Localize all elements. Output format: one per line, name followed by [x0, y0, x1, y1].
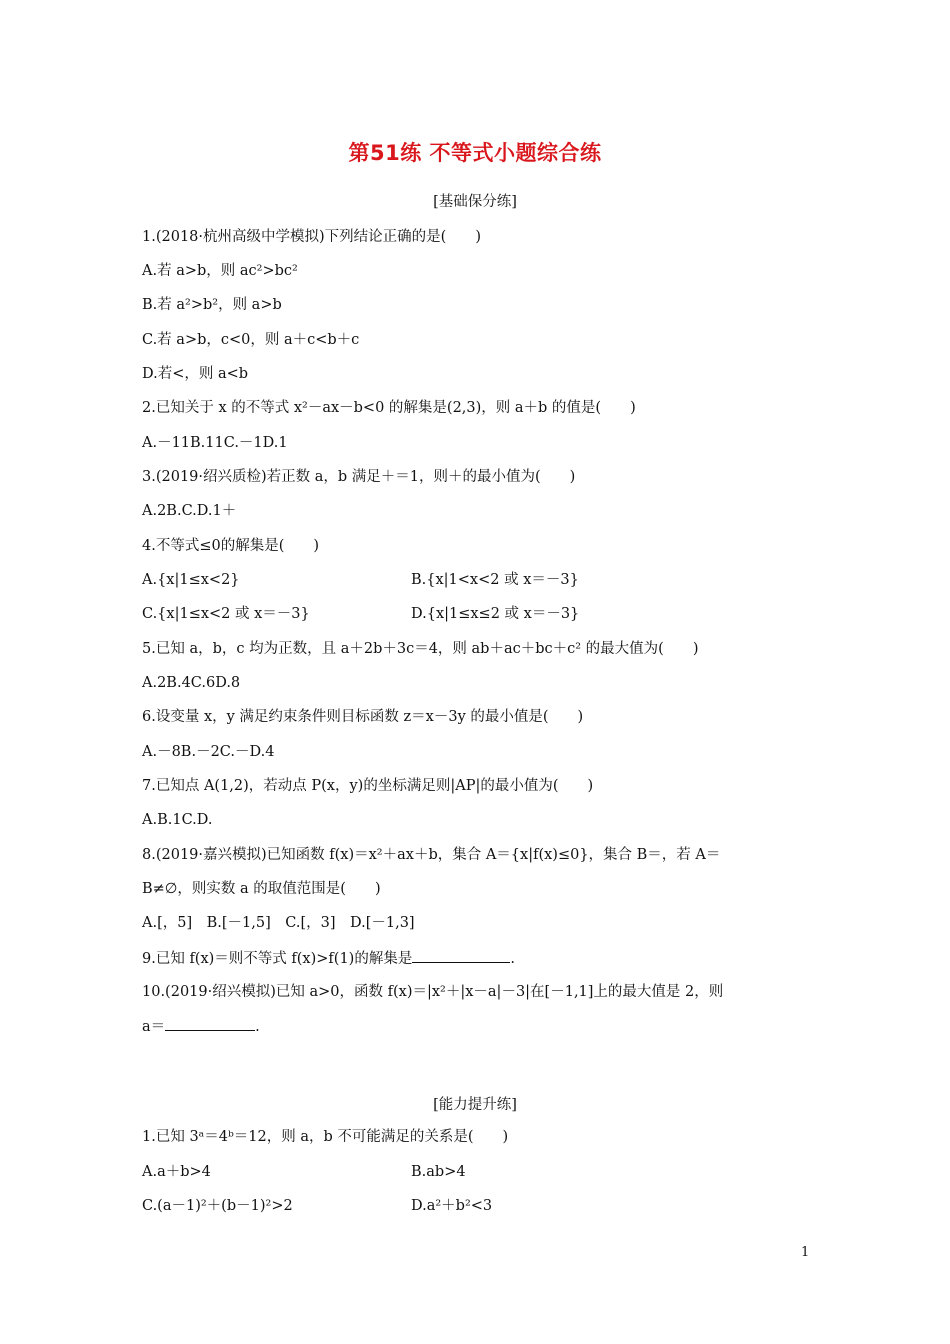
question-9-period: . — [510, 951, 515, 967]
question-1-option-d: D.若<，则 a<b — [142, 366, 249, 382]
question-10-period: . — [255, 1019, 260, 1035]
question-10-answer-label: a＝ — [142, 1019, 166, 1035]
question-4-option-b: B.{x|1<x<2 或 x＝－3} — [411, 572, 579, 588]
question-7-options: A.B.1C.D. — [142, 812, 213, 828]
page-title: 第51练 不等式小题综合练 — [348, 141, 602, 165]
question-9 — [142, 948, 515, 969]
question-10-continued — [142, 1016, 260, 1037]
question-4-option-d: D.{x|1≤x≤2 或 x＝－3} — [411, 606, 580, 622]
question-5-options: A.2B.4C.6D.8 — [142, 675, 241, 691]
question-10-answer-blank — [165, 1016, 255, 1031]
question-7: 7.已知点 A(1,2)，若动点 P(x，y)的坐标满足则|AP|的最小值为( ) — [142, 778, 594, 794]
section-basic-heading: [基础保分练] — [433, 194, 517, 210]
question-2-options: A.－11B.11C.－1D.1 — [142, 435, 288, 451]
question-5: 5.已知 a，b，c 均为正数，且 a＋2b＋3c＝4，则 ab＋ac＋bc＋c² 的最大值为( ) — [142, 641, 699, 657]
question-8-continued: B≠∅，则实数 a 的取值范围是( ) — [142, 881, 381, 897]
question-9-answer-blank — [412, 948, 510, 963]
advanced-question-1-option-a: A.a＋b>4 — [142, 1164, 211, 1180]
section-advanced-heading: [能力提升练] — [433, 1097, 517, 1113]
question-1-option-c: C.若 a>b，c<0，则 a＋c<b＋c — [142, 332, 360, 348]
question-3-options: A.2B.C.D.1＋ — [142, 503, 237, 519]
question-9-text: 9.已知 f(x)＝则不等式 f(x)>f(1)的解集是 — [142, 951, 413, 967]
advanced-question-1: 1.已知 3ᵃ＝4ᵇ＝12，则 a，b 不可能满足的关系是( ) — [142, 1129, 509, 1145]
question-8: 8.(2019·嘉兴模拟)已知函数 f(x)＝x²＋ax＋b，集合 A＝{x|f(x)≤0}，集合 B＝，若 A＝ — [142, 847, 721, 863]
question-2: 2.已知关于 x 的不等式 x²－ax－b<0 的解集是(2,3)，则 a＋b 的值是( ) — [142, 400, 636, 416]
advanced-question-1-option-b: B.ab>4 — [411, 1164, 466, 1180]
question-4-option-c: C.{x|1≤x<2 或 x＝－3} — [142, 606, 310, 622]
question-3: 3.(2019·绍兴质检)若正数 a，b 满足＋＝1，则＋的最小值为( ) — [142, 469, 576, 485]
advanced-question-1-option-d: D.a²＋b²<3 — [411, 1198, 493, 1214]
advanced-question-1-option-c: C.(a－1)²＋(b－1)²>2 — [142, 1198, 293, 1214]
question-6-options: A.－8B.－2C.－D.4 — [142, 744, 275, 760]
question-6: 6.设变量 x，y 满足约束条件则目标函数 z＝x－3y 的最小值是( ) — [142, 709, 584, 725]
question-1-option-b: B.若 a²>b²，则 a>b — [142, 297, 282, 313]
question-4-option-a: A.{x|1≤x<2} — [142, 572, 240, 588]
question-4: 4.不等式≤0的解集是( ) — [142, 538, 320, 554]
question-1: 1.(2018·杭州高级中学模拟)下列结论正确的是( ) — [142, 229, 481, 245]
question-8-options: A.[，5] B.[－1,5] C.[，3] D.[－1,3] — [142, 915, 415, 931]
page-number: 1 — [801, 1245, 810, 1260]
question-1-option-a: A.若 a>b，则 ac²>bc² — [142, 263, 298, 279]
question-10: 10.(2019·绍兴模拟)已知 a>0，函数 f(x)＝|x²＋|x－a|－3|在[－1,1]上的最大值是 2，则 — [142, 984, 724, 1000]
